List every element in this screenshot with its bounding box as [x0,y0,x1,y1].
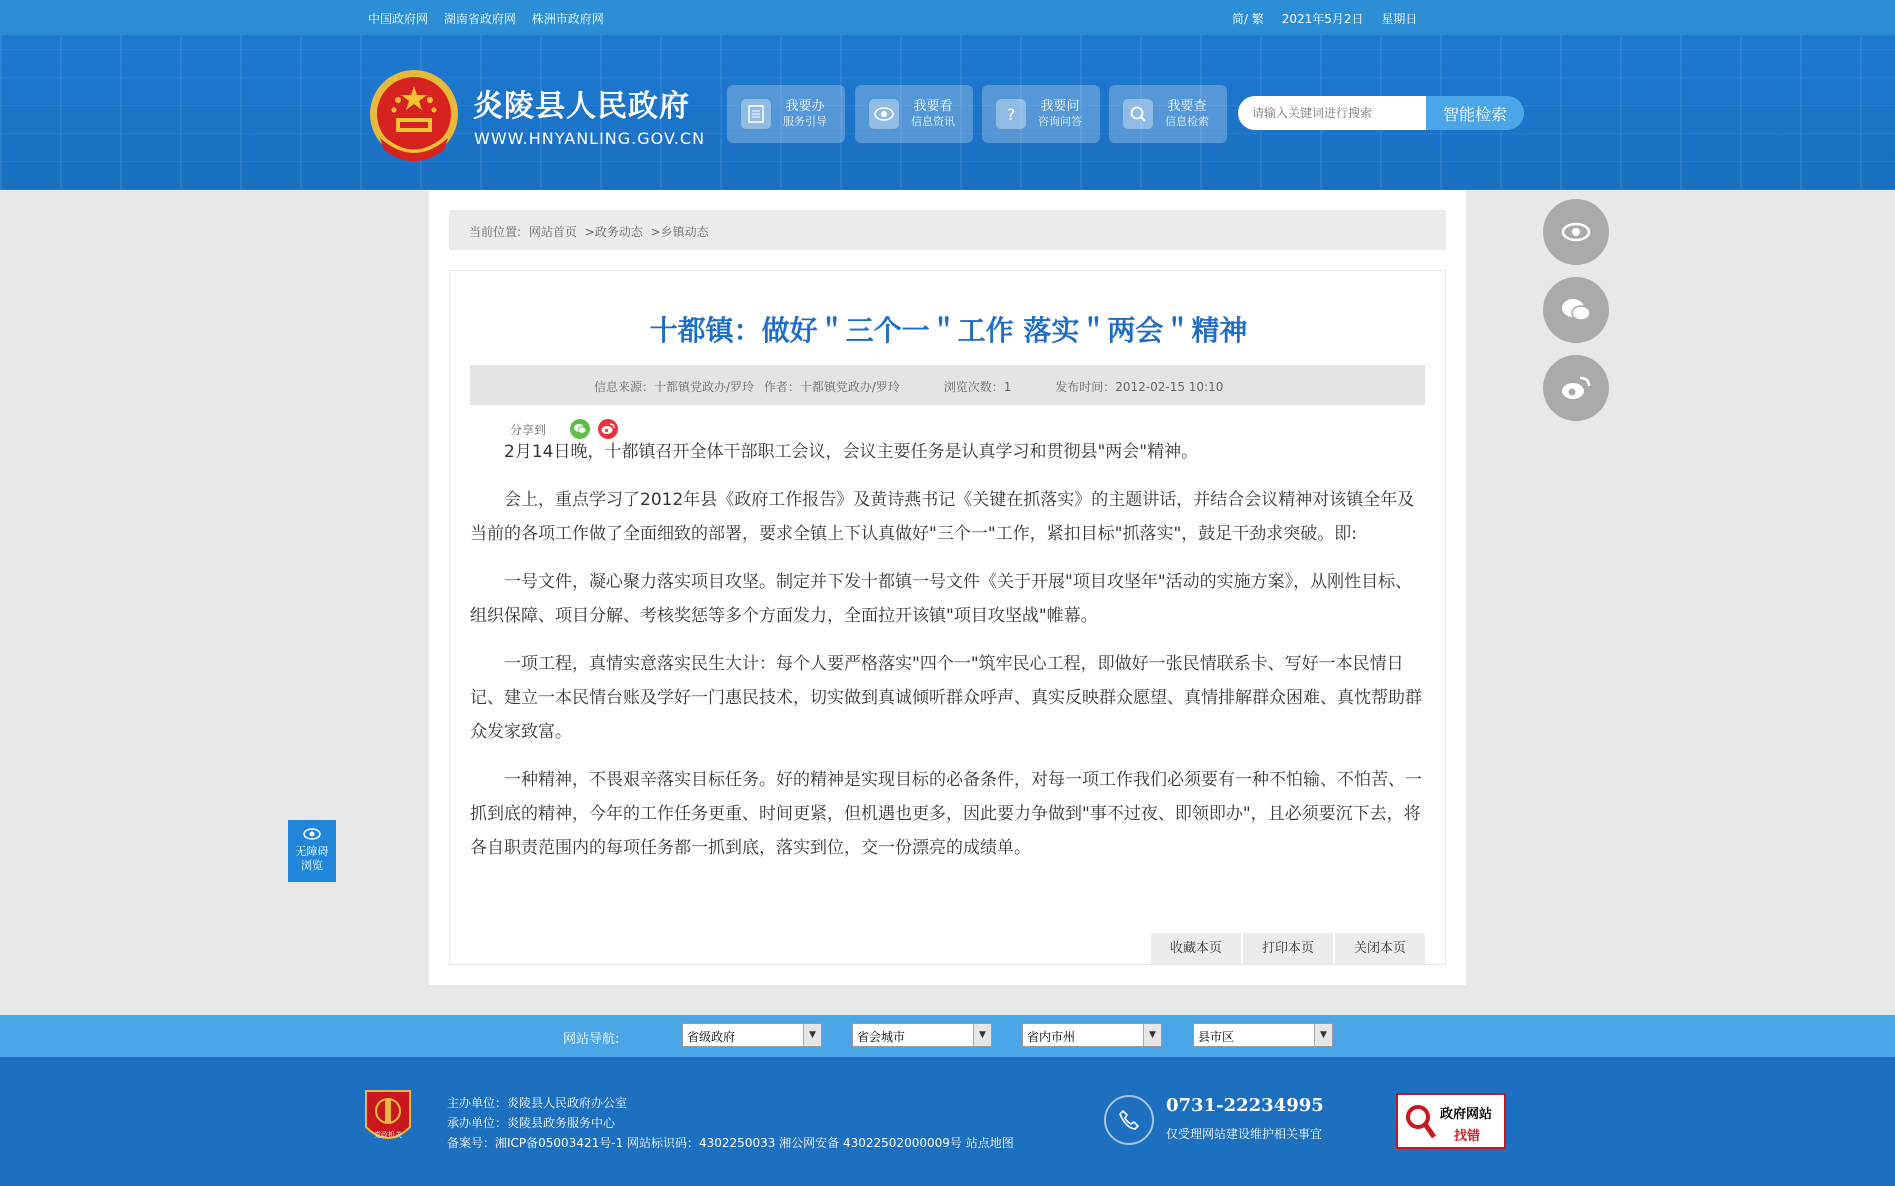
chevron-down-icon: ▼ [1143,1024,1161,1046]
article-published: 发布时间：2012-02-15 10:10 [1055,380,1224,394]
select-value: 省内市州 [1027,1030,1076,1044]
accessibility-browse-button[interactable] [288,820,336,882]
nav-info-search-button[interactable] [1109,85,1227,143]
footer-sponsor: 主办单位：炎陵县人民政府办公室 [447,1096,628,1110]
footnav-label: 网站导航: [563,1032,620,1047]
contact-phone: 0731-22234995 [1166,1095,1324,1116]
capital-city-select[interactable] [852,1023,992,1047]
floating-wechat-button[interactable] [1543,277,1609,343]
nav-label: 我要查 [1167,99,1207,114]
nav-label: 我要办 [785,99,825,114]
top-right-info [1232,10,1431,27]
search-icon [1123,99,1153,129]
nav-sublabel: 信息检索 [1165,115,1209,128]
national-emblem-icon [366,68,462,168]
smart-search-button[interactable]: 智能检索 [1426,96,1524,130]
select-value: 省级政府 [687,1030,736,1044]
party-gov-emblem-icon[interactable] [362,1087,414,1149]
province-city-select[interactable] [1022,1023,1162,1047]
nav-label: 我要问 [1040,99,1080,114]
accessibility-label-2: 浏览 [301,859,323,872]
nav-info-news-button[interactable] [855,85,973,143]
eye-icon [1561,222,1591,242]
nav-label: 我要看 [913,99,953,114]
error-report-label: 政府网站 [1440,1107,1493,1122]
nav-sublabel: 服务引导 [783,115,827,128]
link-hunan-gov[interactable]: 湖南省政府网 [443,12,516,26]
svg-text:党政机关: 党政机关 [374,1131,402,1139]
document-icon [741,99,771,129]
accessibility-label-1: 无障碍 [295,845,329,858]
language-toggle[interactable]: 简/ 繁 [1232,12,1264,26]
main-content [429,190,1466,985]
article [449,270,1446,965]
footer-record[interactable]: 备案号：湘ICP备05003421号-1 网站标识码：4302250033 湘公网安备 43022502000009号 站点地图 [447,1136,1014,1150]
chevron-down-icon: ▼ [973,1024,991,1046]
floating-eye-button[interactable] [1543,199,1609,265]
county-district-select[interactable] [1193,1023,1333,1047]
breadcrumb-level2[interactable]: >乡镇动态 [650,225,709,239]
floating-weibo-button[interactable] [1543,355,1609,421]
breadcrumb-home[interactable]: 网站首页 [528,225,577,239]
article-paragraph: 一号文件，凝心聚力落实项目攻坚。制定并下发十都镇一号文件《关于开展"项目攻坚年"活动的实施方案》，从刚性目标、组织保障、项目分解、考核奖惩等多个方面发力，全面拉开该镇"项目攻坚战"帷幕。 [470,572,1413,626]
gov-site-error-report-button[interactable] [1396,1093,1506,1149]
eye-icon [869,99,899,129]
eye-icon [288,828,336,843]
province-gov-select[interactable] [682,1023,822,1047]
article-paragraph: 会上，重点学习了2012年县《政府工作报告》及黄诗燕书记《关键在抓落实》的主题讲话，并结合会议精神对该镇全年及当前的各项工作做了全面细致的部署，要求全镇上下认真做好"三个一"工作，紧扣目标"抓落实"，鼓足干劲求突破。即: [470,490,1415,544]
search-input[interactable] [1238,96,1426,130]
weibo-icon [1561,375,1591,401]
site-header [0,35,1895,190]
breadcrumb-prefix: 当前位置: [469,225,522,239]
phone-note: 仅受理网站建设维护相关事宜 [1166,1127,1323,1141]
article-actions [1149,933,1425,964]
breadcrumb-level1[interactable]: >政务动态 [584,225,643,239]
nav-sublabel: 信息资讯 [911,115,955,128]
breadcrumb [449,210,1446,250]
current-date: 2021年5月2日 [1281,12,1364,26]
article-meta [470,365,1425,405]
share-label: 分享到 [510,422,547,437]
article-source: 信息来源：十都镇党政办/罗玲 [594,380,755,394]
chevron-down-icon: ▼ [803,1024,821,1046]
nav-service-guide-button[interactable] [727,85,845,143]
select-value: 省会城市 [857,1030,906,1044]
article-paragraph: 一种精神，不畏艰辛落实目标任务。好的精神是实现目标的必备条件，对每一项工作我们必须要有一种不怕输、不怕苦、一抓到底的精神，今年的工作任务更重、时间更紧，但机遇也更多，因此要力争做到"事不过夜、即领即办"，且必须要沉下去，将各自职责范围内的每项任务都一抓到底，落实到位，交一份漂亮的成绩单。 [470,770,1422,858]
question-icon: ? [996,99,1026,129]
article-title: 十都镇：做好＂三个一＂工作 落实＂两会＂精神 [649,314,1248,347]
bookmark-page-button[interactable]: 收藏本页 [1151,933,1241,964]
select-value: 县市区 [1198,1030,1235,1044]
footer-site-navigation [0,1015,1895,1057]
nav-sublabel: 咨询问答 [1038,115,1082,128]
link-zhuzhou-gov[interactable]: 株洲市政府网 [531,12,604,26]
site-title[interactable]: 炎陵县人民政府 [473,89,690,124]
article-views: 浏览次数：1 [943,380,1012,394]
article-author: 作者：十都镇党政办/罗玲 [763,380,900,394]
link-china-gov[interactable]: 中国政府网 [368,12,429,26]
footer-info [447,1093,1014,1153]
top-links [368,10,616,27]
top-bar [0,0,1895,35]
chevron-down-icon: ▼ [1314,1024,1332,1046]
current-weekday: 星期日 [1381,12,1418,26]
footer-organizer: 承办单位：炎陵县政务服务中心 [447,1116,616,1130]
error-report-sublabel: 找错 [1454,1129,1481,1144]
wechat-icon [1560,297,1592,323]
article-paragraph: 2月14日晚，十都镇召开全体干部职工会议，会议主要任务是认真学习和贯彻县"两会"精神。 [504,442,1199,462]
article-body [470,435,1425,879]
print-page-button[interactable]: 打印本页 [1243,933,1333,964]
magnifier-icon [1404,1103,1436,1141]
phone-icon [1104,1095,1154,1145]
article-paragraph: 一项工程，真情实意落实民生大计：每个人要严格落实"四个一"筑牢民心工程，即做好一张民情联系卡、写好一本民情日记、建立一本民情台账及学好一门惠民技术，切实做到真诚倾听群众呼声、真实反映群众愿望、真情排解群众困难、真忱帮助群众发家致富。 [470,654,1422,742]
nav-consult-qa-button[interactable] [982,85,1100,143]
site-domain: WWW.HNYANLING.GOV.CN [474,129,706,148]
site-footer [0,1057,1895,1186]
close-page-button[interactable]: 关闭本页 [1335,933,1425,964]
